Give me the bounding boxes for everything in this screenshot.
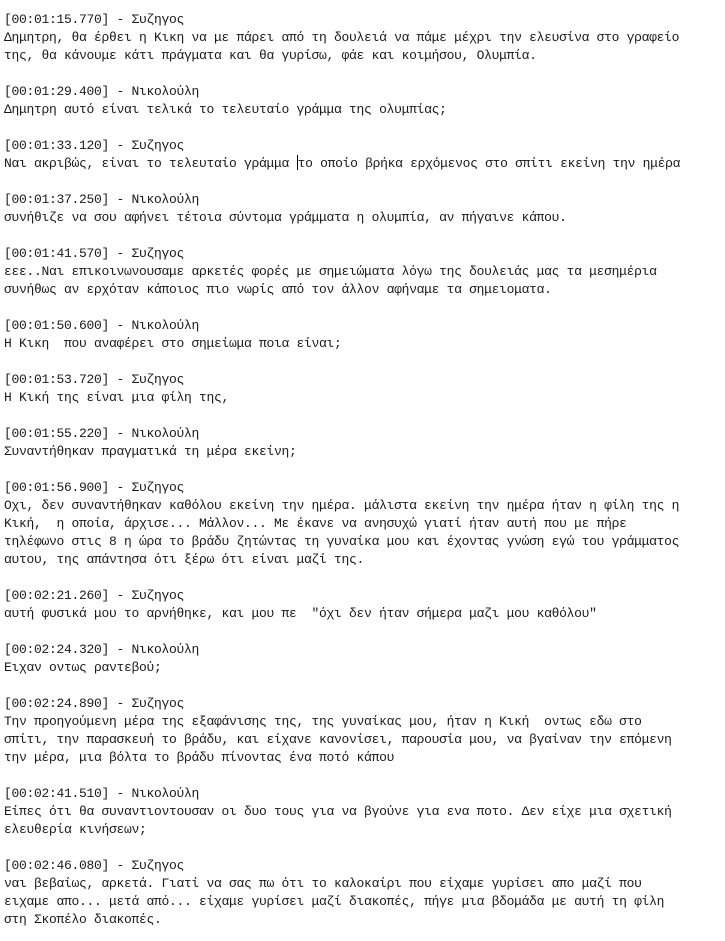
transcript-entry bbox=[4, 317, 725, 353]
speaker-separator: - bbox=[109, 786, 132, 801]
dialogue-line: τηλέφωνο στις 8 η ώρα το βράδυ ζητώντας τη γυναίκα μου και έχοντας γνώση εγώ του γράμματος bbox=[4, 534, 680, 549]
dialogue-line: Είπες ότι θα συναντιοντουσαν οι δυο τους για να βγούνε για ενα ποτο. Δεν είχε μια σχετική bbox=[4, 804, 672, 819]
dialogue-text-after-caret: το οποίο βρήκα ερχόμενος στο σπίτι εκείνη την ημέρα bbox=[297, 156, 681, 171]
speaker-name: Νικολούλη bbox=[131, 192, 200, 207]
transcript-entry bbox=[4, 587, 725, 623]
speaker-name: Συζηγος bbox=[131, 480, 185, 495]
dialogue-line: συνήθιζε να σου αφήνει τέτοια σύντομα γράμματα η ολυμπία, αν πήγαινε κάπου. bbox=[4, 210, 567, 225]
speaker-name: Συζηγος bbox=[131, 372, 185, 387]
transcript-entry bbox=[4, 857, 725, 929]
entry-header bbox=[4, 425, 725, 443]
dialogue-line: την μέρα, μια βόλτα το βράδυ πίνοντας ένα ποτό κάπου bbox=[4, 750, 395, 765]
timestamp: [00:01:41.570] bbox=[4, 246, 110, 261]
timestamp: [00:01:33.120] bbox=[4, 138, 110, 153]
transcript-entry bbox=[4, 11, 725, 65]
speaker-name: Συζηγος bbox=[131, 12, 185, 27]
dialogue-line: αυτή φυσικά μου το αρνήθηκε, και μου πε "όχι δεν ήταν σήμερα μαζι μου καθόλου" bbox=[4, 606, 597, 621]
entry-header bbox=[4, 245, 725, 263]
speaker-separator: - bbox=[109, 246, 132, 261]
dialogue-line: ειχαμε απο... μετά από... είχαμε γυρίσει μαζί διακοπές, πήγε μια βδομάδα με αυτή τη φίλη bbox=[4, 894, 665, 909]
timestamp: [00:01:37.250] bbox=[4, 192, 110, 207]
timestamp: [00:02:21.260] bbox=[4, 588, 110, 603]
timestamp: [00:02:24.320] bbox=[4, 642, 110, 657]
timestamp: [00:02:41.510] bbox=[4, 786, 110, 801]
dialogue-line: ελευθερία κινήσεων; bbox=[4, 822, 147, 837]
speaker-name: Συζηγος bbox=[131, 138, 185, 153]
speaker-name: Νικολούλη bbox=[131, 84, 200, 99]
speaker-separator: - bbox=[109, 426, 132, 441]
dialogue-line: Ειχαν οντως ραντεβού; bbox=[4, 660, 162, 675]
transcript-entry bbox=[4, 641, 725, 677]
timestamp: [00:02:24.890] bbox=[4, 696, 110, 711]
dialogue-line: στη Σκοπέλο διακοπές. bbox=[4, 912, 162, 927]
timestamp: [00:01:55.220] bbox=[4, 426, 110, 441]
dialogue-line: Δημητρη αυτό είναι τελικά το τελευταίο γράμμα της ολυμπίας; bbox=[4, 102, 447, 117]
dialogue-line: Οχι, δεν συναντήθηκαν καθόλου εκείνη την ημέρα. μάλιστα εκείνη την ημέρα ήταν η φίλη της η bbox=[4, 498, 680, 513]
speaker-name: Συζηγος bbox=[131, 246, 185, 261]
entry-header bbox=[4, 785, 725, 803]
dialogue-line: Η Κικη που αναφέρει στο σημείωμα ποια είναι; bbox=[4, 336, 342, 351]
entry-header bbox=[4, 857, 725, 875]
dialogue-line: σπίτι, την παρασκευή το βράδυ, και είχανε κανονίσει, παρουσία μου, να βγαίναν την επόμενη bbox=[4, 732, 672, 747]
speaker-separator: - bbox=[109, 858, 132, 873]
timestamp: [00:01:15.770] bbox=[4, 12, 110, 27]
timestamp: [00:02:46.080] bbox=[4, 858, 110, 873]
speaker-separator: - bbox=[109, 480, 132, 495]
speaker-separator: - bbox=[109, 642, 132, 657]
speaker-separator: - bbox=[109, 84, 132, 99]
entry-header bbox=[4, 371, 725, 389]
speaker-name: Νικολούλη bbox=[131, 642, 200, 657]
transcript-entry bbox=[4, 371, 725, 407]
dialogue-line: αυτου, της απάντησα ότι ξέρω ότι είναι μαζί της. bbox=[4, 552, 365, 567]
speaker-name: Συζηγος bbox=[131, 588, 185, 603]
speaker-separator: - bbox=[109, 588, 132, 603]
transcript-entry bbox=[4, 191, 725, 227]
dialogue-line: εεε..Ναι επικοινωνουσαμε αρκετές φορές με σημειώματα λόγω της δουλειάς μας τα μεσημέρια bbox=[4, 264, 657, 279]
speaker-name: Νικολούλη bbox=[131, 786, 200, 801]
dialogue-line: Την προηγούμενη μέρα της εξαφάνισης της, της γυναίκας μου, ήταν η Κική οντως εδω στο bbox=[4, 714, 642, 729]
timestamp: [00:01:29.400] bbox=[4, 84, 110, 99]
timestamp: [00:01:56.900] bbox=[4, 480, 110, 495]
transcript-entry bbox=[4, 425, 725, 461]
dialogue-text-before-caret: Ναι ακριβώς, είναι το τελευταίο γράμμα bbox=[4, 156, 297, 171]
dialogue-line: Δημητρη, θα έρθει η Κικη να με πάρει από τη δουλειά να πάμε μέχρι την ελευσίνα στο γραφείο bbox=[4, 30, 680, 45]
speaker-separator: - bbox=[109, 372, 132, 387]
transcript-text-area[interactable] bbox=[4, 11, 725, 941]
timestamp: [00:01:50.600] bbox=[4, 318, 110, 333]
timestamp: [00:01:53.720] bbox=[4, 372, 110, 387]
dialogue-line: Κική, η οποία, άρχισε... Μάλλον... Με έκανε να ανησυχώ γιατί ήταν αυτή που με πήρε bbox=[4, 516, 627, 531]
speaker-name: Συζηγος bbox=[131, 696, 185, 711]
transcript-entry bbox=[4, 695, 725, 767]
dialogue-line bbox=[4, 155, 725, 173]
entry-header bbox=[4, 137, 725, 155]
transcript-entry bbox=[4, 245, 725, 299]
entry-header bbox=[4, 587, 725, 605]
entry-header bbox=[4, 83, 725, 101]
transcript-entry bbox=[4, 479, 725, 569]
entry-header bbox=[4, 479, 725, 497]
entry-header bbox=[4, 695, 725, 713]
speaker-name: Νικολούλη bbox=[131, 318, 200, 333]
speaker-separator: - bbox=[109, 12, 132, 27]
dialogue-line: της, θα κάνουμε κάτι πράγματα και θα γυρίσω, φάε και κοιμήσου, Ολυμπία. bbox=[4, 48, 537, 63]
speaker-separator: - bbox=[109, 192, 132, 207]
entry-header bbox=[4, 11, 725, 29]
transcript-entry bbox=[4, 785, 725, 839]
speaker-separator: - bbox=[109, 318, 132, 333]
speaker-name: Συζηγος bbox=[131, 858, 185, 873]
dialogue-line: ναι βεβαίως, αρκετά. Γιατί να σας πω ότι το καλοκαίρι που είχαμε γυρίσει απο μαζί που bbox=[4, 876, 642, 891]
dialogue-line: Συναντήθηκαν πραγματικά τη μέρα εκείνη; bbox=[4, 444, 297, 459]
speaker-separator: - bbox=[109, 696, 132, 711]
entry-header bbox=[4, 641, 725, 659]
transcript-entry bbox=[4, 137, 725, 173]
entry-header bbox=[4, 317, 725, 335]
entry-header bbox=[4, 191, 725, 209]
speaker-name: Νικολούλη bbox=[131, 426, 200, 441]
dialogue-line: Η Κική της είναι μια φίλη της, bbox=[4, 390, 230, 405]
dialogue-line: συνήθως αν ερχόταν κάποιος πιο νωρίς από τον άλλον αφήναμε τα σημειοματα. bbox=[4, 282, 552, 297]
transcript-entry bbox=[4, 83, 725, 119]
speaker-separator: - bbox=[109, 138, 132, 153]
